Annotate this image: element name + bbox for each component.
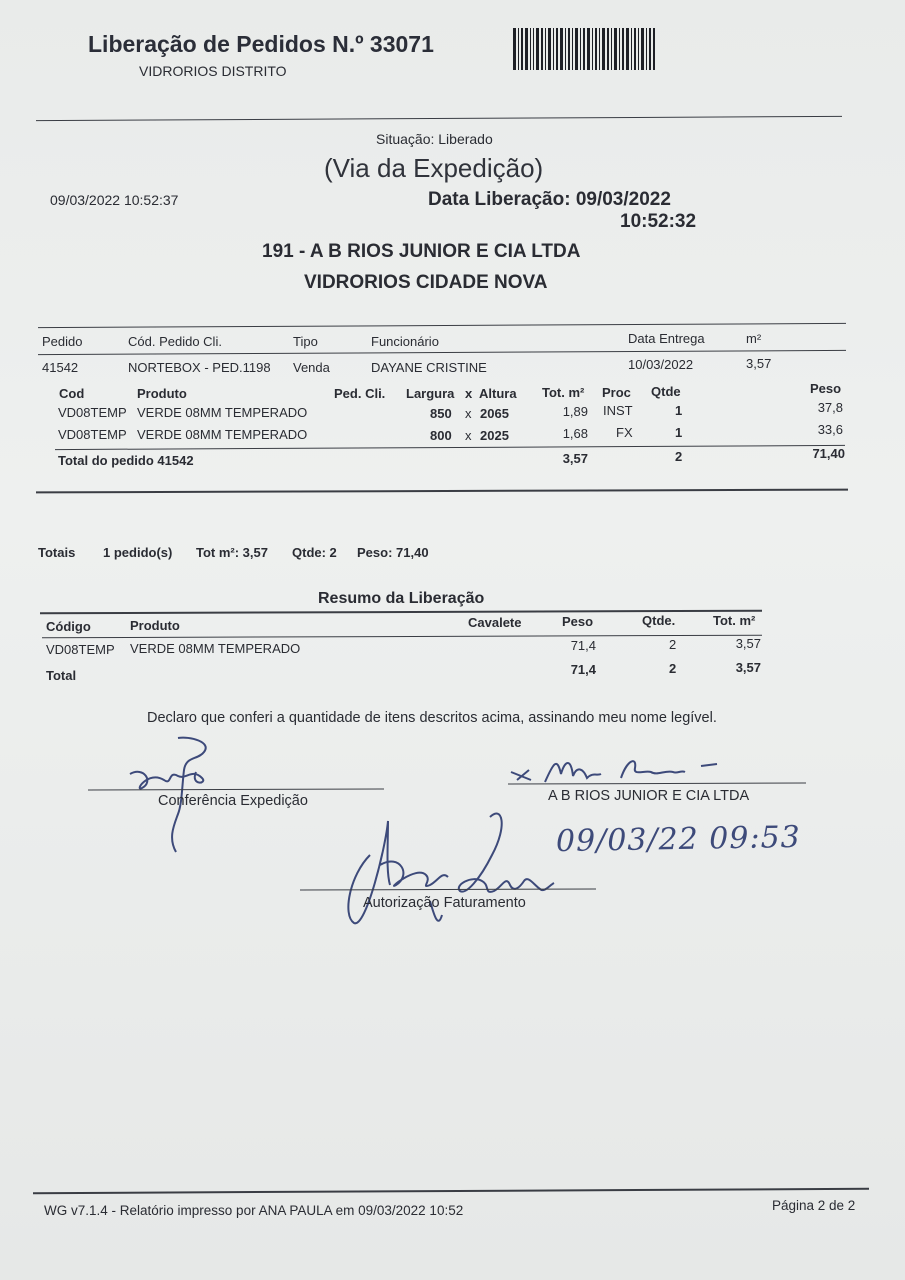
item-header-peso: Peso <box>810 381 842 396</box>
item-2-cod: VD08TEMP <box>58 427 127 442</box>
handwritten-date: 09/03/22 09:53 <box>555 819 802 860</box>
item-1-tot-m2: 1,89 <box>562 404 588 419</box>
item-total-rule <box>55 445 845 450</box>
col-header-cod-pedido-cli: Cód. Pedido Cli. <box>128 334 222 349</box>
item-1-peso: 37,8 <box>817 400 843 415</box>
item-header-tot-m2: Tot. m² <box>542 385 585 400</box>
order-pedido: 41542 <box>42 360 79 375</box>
resumo-header-produto: Produto <box>130 618 180 633</box>
resumo-header-rule <box>42 635 762 639</box>
item-header-proc: Proc <box>602 385 631 400</box>
cliente-label: A B RIOS JUNIOR E CIA LTDA <box>548 788 750 804</box>
item-1-largura: 850 <box>430 406 452 421</box>
item-1-cod: VD08TEMP <box>58 405 127 420</box>
header-divider <box>36 116 842 121</box>
barcode <box>513 28 655 70</box>
order-data-entrega: 10/03/2022 <box>628 357 694 372</box>
order-total-peso: 71,40 <box>812 446 845 461</box>
autorizacao-signature <box>330 805 560 935</box>
item-1-x: x <box>465 406 472 421</box>
item-header-x: x <box>465 386 473 401</box>
col-header-tipo: Tipo <box>293 334 318 349</box>
resumo-row-codigo: VD08TEMP <box>46 642 115 657</box>
client-name: 191 - A B RIOS JUNIOR E CIA LTDA <box>262 241 581 262</box>
resumo-header-qtde: Qtde. <box>642 613 676 628</box>
item-2-qtde: 1 <box>675 425 683 440</box>
resumo-total-label: Total <box>46 668 77 683</box>
footer-page-number: Página 2 de 2 <box>772 1198 856 1213</box>
footer-rule <box>33 1188 869 1194</box>
conferencia-line <box>88 788 384 790</box>
totais-peso: Peso: 71,40 <box>357 545 429 560</box>
resumo-row-qtde: 2 <box>669 637 677 652</box>
resumo-row-tot-m2: 3,57 <box>735 636 761 651</box>
footer-report-info: WG v7.1.4 - Relatório impresso por ANA PAULA em 09/03/2022 10:52 <box>44 1203 464 1218</box>
col-header-funcionario: Funcionário <box>371 334 439 349</box>
order-cod-pedido-cli: NORTEBOX - PED.1198 <box>128 360 271 375</box>
item-1-produto: VERDE 08MM TEMPERADO <box>137 405 308 420</box>
company-name: VIDRORIOS DISTRITO <box>139 63 287 79</box>
col-header-pedido: Pedido <box>42 334 83 349</box>
order-header-rule <box>38 350 846 355</box>
col-header-m2: m² <box>746 331 762 346</box>
resumo-row-produto: VERDE 08MM TEMPERADO <box>130 641 301 656</box>
declaration-text: Declaro que conferi a quantidade de itens descritos acima, assinando meu nome legível. <box>147 710 717 726</box>
document-title: Liberação de Pedidos N.º 33071 <box>88 31 434 57</box>
via-label: (Via da Expedição) <box>324 153 544 183</box>
item-2-tot-m2: 1,68 <box>562 426 588 441</box>
order-total-qtde: 2 <box>675 449 683 464</box>
order-m2: 3,57 <box>746 356 772 371</box>
resumo-header-cavalete: Cavalete <box>468 615 522 630</box>
totais-label: Totais <box>38 545 76 560</box>
order-total-tot-m2: 3,57 <box>562 451 588 466</box>
resumo-total-qtde: 2 <box>669 661 677 676</box>
item-2-largura: 800 <box>430 428 452 443</box>
item-2-proc: FX <box>616 425 633 440</box>
item-2-produto: VERDE 08MM TEMPERADO <box>137 427 308 442</box>
autorizacao-label: Autorização Faturamento <box>363 895 526 911</box>
totais-pedidos: 1 pedido(s) <box>103 545 173 560</box>
resumo-header-peso: Peso <box>562 614 594 629</box>
col-header-data-entrega: Data Entrega <box>628 331 705 346</box>
item-2-x: x <box>465 428 472 443</box>
resumo-row-peso: 71,4 <box>570 638 596 653</box>
order-table-bottom-rule <box>36 489 848 494</box>
item-1-qtde: 1 <box>675 403 683 418</box>
situacao-label: Situação: Liberado <box>376 131 493 147</box>
resumo-header-tot-m2: Tot. m² <box>713 613 756 628</box>
resumo-total-peso: 71,4 <box>570 662 596 677</box>
item-header-largura: Largura <box>406 386 455 401</box>
order-total-label: Total do pedido 41542 <box>58 453 194 468</box>
totais-qtde: Qtde: 2 <box>292 545 337 560</box>
data-liberacao: Data Liberação: 09/03/2022 <box>428 189 671 210</box>
data-liberacao-time: 10:52:32 <box>620 211 697 232</box>
resumo-total-tot-m2: 3,57 <box>735 660 761 675</box>
item-header-ped-cli: Ped. Cli. <box>334 386 386 401</box>
order-table-top-rule <box>38 323 846 328</box>
resumo-title: Resumo da Liberação <box>318 590 485 607</box>
item-header-altura: Altura <box>479 386 517 401</box>
client-branch: VIDRORIOS CIDADE NOVA <box>304 272 548 293</box>
item-1-altura: 2065 <box>480 406 509 421</box>
item-1-proc: INST <box>603 403 633 418</box>
item-header-produto: Produto <box>137 386 187 401</box>
item-header-cod: Cod <box>59 386 85 401</box>
resumo-header-codigo: Código <box>46 619 91 634</box>
conferencia-label: Conferência Expedição <box>158 793 308 809</box>
order-tipo: Venda <box>293 360 330 375</box>
item-header-qtde: Qtde <box>651 384 681 399</box>
printed-timestamp: 09/03/2022 10:52:37 <box>50 192 179 208</box>
order-funcionario: DAYANE CRISTINE <box>371 360 487 375</box>
item-2-peso: 33,6 <box>817 422 843 437</box>
item-2-altura: 2025 <box>480 428 509 443</box>
totais-tot-m2: Tot m²: 3,57 <box>196 545 268 560</box>
